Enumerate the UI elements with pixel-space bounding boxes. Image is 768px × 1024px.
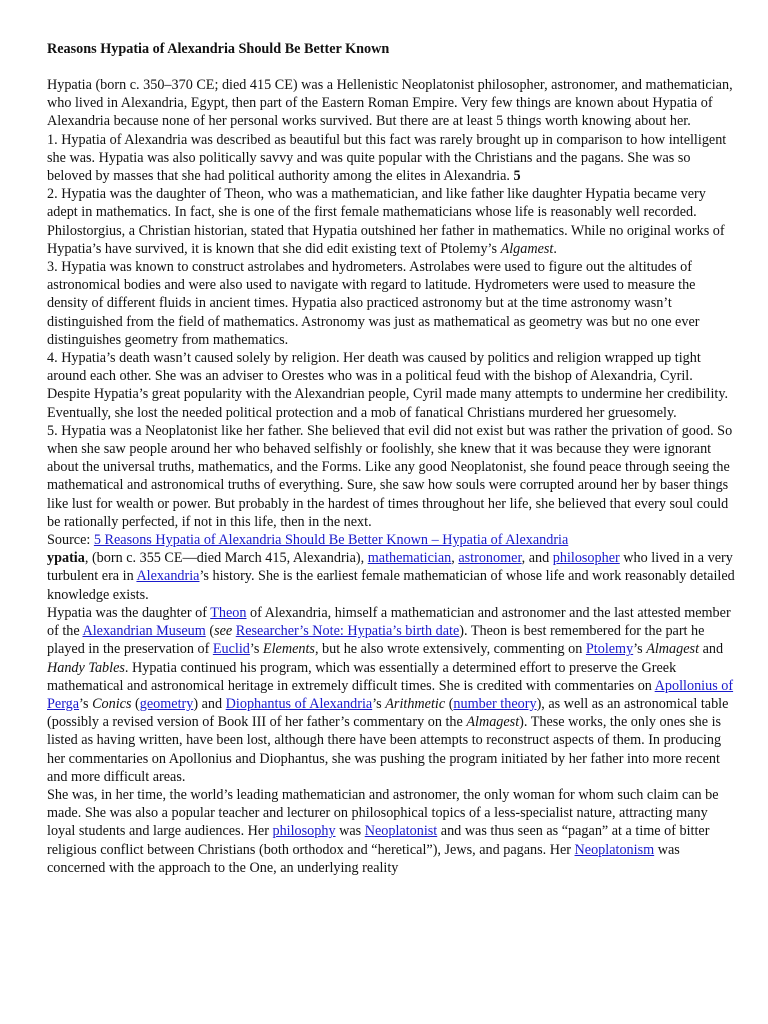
inline-link[interactable]: Apollonius of Perga xyxy=(47,677,734,712)
bold-text: 5 xyxy=(513,168,521,185)
inline-link[interactable]: astronomer xyxy=(458,550,522,567)
text-run: 1. Hypatia of Alexandria was described as beautiful but this fact was rarely brought up in comparison to how intelligent she was. Hypatia was also politically savvy and was quite popular with the Christians and the pagans. She was so beloved by masses that she had political authority among the elites in Alexandria. xyxy=(47,131,727,185)
text-run: ), as well as an astronomical table (possibly a revised version of Book III of her father’s commentary on the xyxy=(47,695,729,731)
text-run: was concerned with the approach to the One, an underlying reality xyxy=(47,841,680,876)
inline-link[interactable]: 5 Reasons Hypatia of Alexandria Should Be Better Known – Hypatia of Alexandria xyxy=(93,532,569,549)
text-run: of Alexandria, himself a mathematician and astronomer and the last attested member of the xyxy=(47,604,731,640)
inline-link[interactable]: mathematician xyxy=(367,550,452,567)
paragraph xyxy=(47,549,737,604)
document-body xyxy=(47,40,737,877)
text-run: who lived in a very turbulent era in xyxy=(47,550,733,585)
paragraph xyxy=(47,76,737,131)
inline-link[interactable]: philosophy xyxy=(272,823,336,840)
paragraph xyxy=(47,604,737,786)
italic-text: see xyxy=(214,623,233,640)
text-run: ’s xyxy=(372,695,386,712)
inline-link[interactable]: Diophantus of Alexandria xyxy=(225,695,373,712)
italic-text: Algamest xyxy=(500,240,554,257)
inline-link[interactable]: geometry xyxy=(139,695,194,712)
inline-link[interactable]: number theory xyxy=(453,695,537,712)
text-run: ( xyxy=(205,623,215,640)
text-run: . Hypatia continued his program, which was essentially a determined effort to preserve the Greek mathematical and astronomical heritage in extremely difficult times. She is credited with commentaries on xyxy=(47,659,677,694)
text-run: ’s history. She is the earliest female mathematician of whose life and work reasonably detailed knowledge exists. xyxy=(47,568,735,603)
italic-text: Arithmetic xyxy=(385,695,446,712)
italic-text: Almagest xyxy=(466,714,520,731)
paragraph xyxy=(47,531,737,549)
inline-link[interactable]: Theon xyxy=(210,604,247,621)
text-run: 2. Hypatia was the daughter of Theon, who was a mathematician, and like father like daughter Hypatia became very adept in mathematics. In fact, she is one of the first female mathematicians whose life is reasonably well recorded. Philostorgius, a Christian historian, stated that Hypatia outshined her father in mathematics. While no original works of Hypatia’s have survived, it is known that she did edit existing text of Ptolemy’s xyxy=(47,186,725,257)
italic-text: Almagest xyxy=(646,641,700,658)
document-title: Reasons Hypatia of Alexandria Should Be Better Known xyxy=(47,41,390,57)
text-run: Source: xyxy=(47,532,94,549)
text-run: ( xyxy=(445,695,454,712)
paragraph xyxy=(47,422,737,531)
inline-link[interactable]: Alexandrian Museum xyxy=(82,623,206,640)
text-run: ( xyxy=(131,695,140,712)
italic-text: Conics xyxy=(92,695,132,712)
paragraph xyxy=(47,349,737,422)
text-run: , but he also wrote extensively, commenting on xyxy=(314,641,586,658)
text-run: , and xyxy=(521,550,553,567)
inline-link[interactable]: Neoplatonism xyxy=(574,841,655,858)
text-run: 3. Hypatia was known to construct astrolabes and hydrometers. Astrolabes were used to figure out the altitudes of astronomical bodies and were also used to navigate with regard to latitude. Hydrometers were used to measure the density of different fluids in ancient times. Hypatia also practiced astronomy but at the time astronomy wasn’t distinguished from the field of mathematics. Astronomy was just as mathematical as geometry was but no one ever distinguishes geometry from mathematics. xyxy=(47,259,700,348)
paragraph xyxy=(47,258,737,349)
text-run: was xyxy=(335,823,365,840)
paragraph xyxy=(47,131,737,186)
text-run: 4. Hypatia’s death wasn’t caused solely by religion. Her death was caused by politics and religion wrapped up tight around each other. She was an adviser to Orestes who was in a political feud with the bishop of Alexandria, Cyril. Despite Hypatia’s great popularity with the Alexandrian people, Cyril made many attempts to undermine her credibility. Eventually, she lost the needed political protection and a mob of fanatical Christians murdered her gruesomely. xyxy=(47,350,729,421)
inline-link[interactable]: Researcher’s Note: Hypatia’s birth date xyxy=(235,623,460,640)
text-run: ’s xyxy=(633,641,647,658)
text-run: . xyxy=(553,240,557,257)
text-run: and xyxy=(699,641,724,658)
inline-link[interactable]: Euclid xyxy=(212,641,250,658)
text-run: and was thus seen as “pagan” at a time of bitter religious conflict between Christians (both orthodox and “heretical”), Jews, and pagans. Her xyxy=(47,823,710,858)
text-run: ’s xyxy=(79,695,93,712)
paragraph-list xyxy=(47,76,737,877)
text-run: She was, in her time, the world’s leading mathematician and astronomer, the only woman for whom such claim can be made. She was also a popular teacher and lecturer on philosophical topics of a less-specialist nature, attracting many loyal students and large audiences. Her xyxy=(47,786,719,840)
text-run: ). Theon is best remembered for the part he played in the preservation of xyxy=(47,623,705,658)
text-run: ). These works, the only ones she is listed as having written, have been lost, although there have been attempts to reconstruct aspects of them. In producing her commentaries on Apollonius and Diophantus, she was pushing the program initiated by her father into more recent and more difficult areas. xyxy=(47,714,722,785)
text-run: Hypatia (born c. 350–370 CE; died 415 CE) was a Hellenistic Neoplatonist philosopher, astronomer, and mathematician, who lived in Alexandria, Egypt, then part of the Eastern Roman Empire. Very few things are known about Hypatia of Alexandria because none of her personal works survived. But there are at least 5 things worth knowing about her. xyxy=(47,77,733,130)
inline-link[interactable]: Alexandria xyxy=(136,568,200,585)
italic-text: Elements xyxy=(262,641,315,658)
text-run: Hypatia was the daughter of xyxy=(47,604,211,621)
text-run: ’s xyxy=(249,641,263,658)
text-run: ) and xyxy=(193,695,226,712)
inline-link[interactable]: philosopher xyxy=(552,550,620,567)
text-run: 5. Hypatia was a Neoplatonist like her father. She believed that evil did not exist but was rather the privation of good. So when she saw people around her who behaved selfishly or foolishly, she knew that it was because they were ignorant about the universal truths, mathematics, and the Forms. Like any good Neoplatonist, she found peace through seeing the mathematical and astronomical truths of everything. Sure, she saw how souls were corrupted around her by baser things like lust for wealth or power. But probably in the hardest of times throughout her life, she believed that every soul could be rationally perfected, if not in this life, then in the next. xyxy=(47,422,733,530)
text-run: , xyxy=(451,550,459,567)
bold-text: ypatia xyxy=(47,550,85,567)
paragraph xyxy=(47,185,737,258)
paragraph xyxy=(47,786,737,877)
text-run: , (born c. 355 CE—died March 415, Alexandria), xyxy=(84,550,368,567)
inline-link[interactable]: Ptolemy xyxy=(585,641,634,658)
italic-text: Handy Tables xyxy=(47,659,125,676)
inline-link[interactable]: Neoplatonist xyxy=(364,823,438,840)
